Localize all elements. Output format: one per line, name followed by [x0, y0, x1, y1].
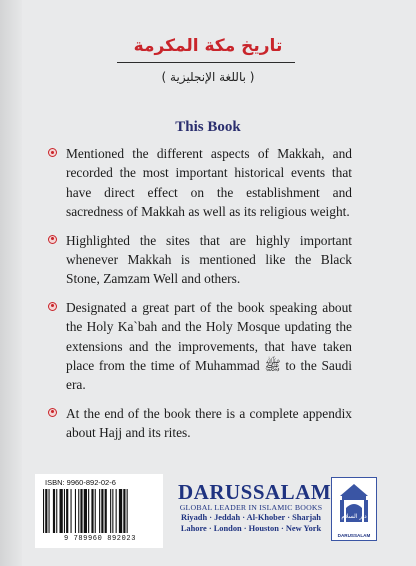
feature-list: [48, 144, 352, 452]
circle-bullet-icon: [48, 302, 57, 311]
barcode: [35, 474, 163, 548]
barcode-bar: [66, 489, 68, 533]
barcode-bar: [80, 489, 82, 533]
barcode-bar: [110, 489, 111, 533]
logo-label: DARUSSALAM: [337, 533, 371, 538]
barcode-bar: [60, 489, 63, 533]
barcode-bar: [105, 489, 107, 533]
publisher-name: DARUSSALAM: [178, 480, 332, 504]
barcode-digits: 9 789960 892023: [63, 535, 136, 543]
barcode-bar: [123, 489, 125, 533]
barcode-bar: [71, 489, 72, 533]
barcode-bar: [119, 489, 122, 533]
barcode-bar: [45, 489, 47, 533]
circle-bullet-icon: [48, 148, 57, 157]
barcode-bar: [99, 489, 100, 533]
list-item: [48, 144, 352, 222]
barcode-bar: [84, 489, 87, 533]
barcode-bar: [88, 489, 89, 533]
list-item: [48, 404, 352, 443]
barcode-bar: [112, 489, 113, 533]
list-item-text: Highlighted the sites that are highly important whenever Makkah is mentioned like the Black Stone, Zamzam Well and others.: [66, 232, 352, 287]
barcode-bar: [78, 489, 79, 533]
list-item: [48, 298, 352, 395]
barcode-bar: [56, 489, 57, 533]
publisher-cities-line-1: Riyadh · Jeddah · Al-Khober · Sharjah: [181, 513, 321, 522]
barcode-bar: [91, 489, 93, 533]
arabic-subtitle: ( باللغة الإنجليزية ): [161, 70, 255, 84]
arabic-title: تاريخ مكة المكرمة: [133, 36, 283, 56]
barcode-bar: [116, 489, 117, 533]
section-heading: This Book: [175, 119, 241, 135]
barcode-bar: [95, 489, 96, 533]
barcode-bar: [53, 489, 55, 533]
list-item-text: Designated a great part of the book speaking about the Holy Ka`bah and the Holy Mosque updating the extensions and the improvements, that have taken place from the time of Muhammad ﷺ to the Saudi era.: [66, 299, 352, 393]
circle-bullet-icon: [48, 235, 57, 244]
publisher-logo: [331, 477, 377, 541]
title-divider: [117, 62, 295, 63]
barcode-bars: [43, 489, 155, 533]
binding-spine: [0, 0, 22, 566]
mosque-logo-icon: [332, 478, 376, 540]
barcode-bar: [101, 489, 103, 533]
publisher-cities-line-2: Lahore · London · Houston · New York: [180, 524, 322, 533]
barcode-bar: [43, 489, 44, 533]
barcode-bar: [49, 489, 50, 533]
circle-bullet-icon: [48, 408, 57, 417]
list-item-text: Mentioned the different aspects of Makkah, and recorded the most important historical events that have direct effect on the establishment and sacredness of Makkah as well as its religious weight.: [66, 146, 352, 220]
publisher-tagline: GLOBAL LEADER IN ISLAMIC BOOKS: [179, 503, 323, 512]
barcode-bar: [127, 489, 128, 533]
barcode-bar: [75, 489, 76, 533]
isbn-label: ISBN: 9960-892-02-6: [45, 478, 116, 487]
list-item: [48, 231, 352, 289]
logo-arabic-text: دار السلام: [341, 513, 367, 520]
list-item-text: At the end of the book there is a complete appendix about Hajj and its rites.: [66, 405, 352, 441]
barcode-bar: [64, 489, 65, 533]
